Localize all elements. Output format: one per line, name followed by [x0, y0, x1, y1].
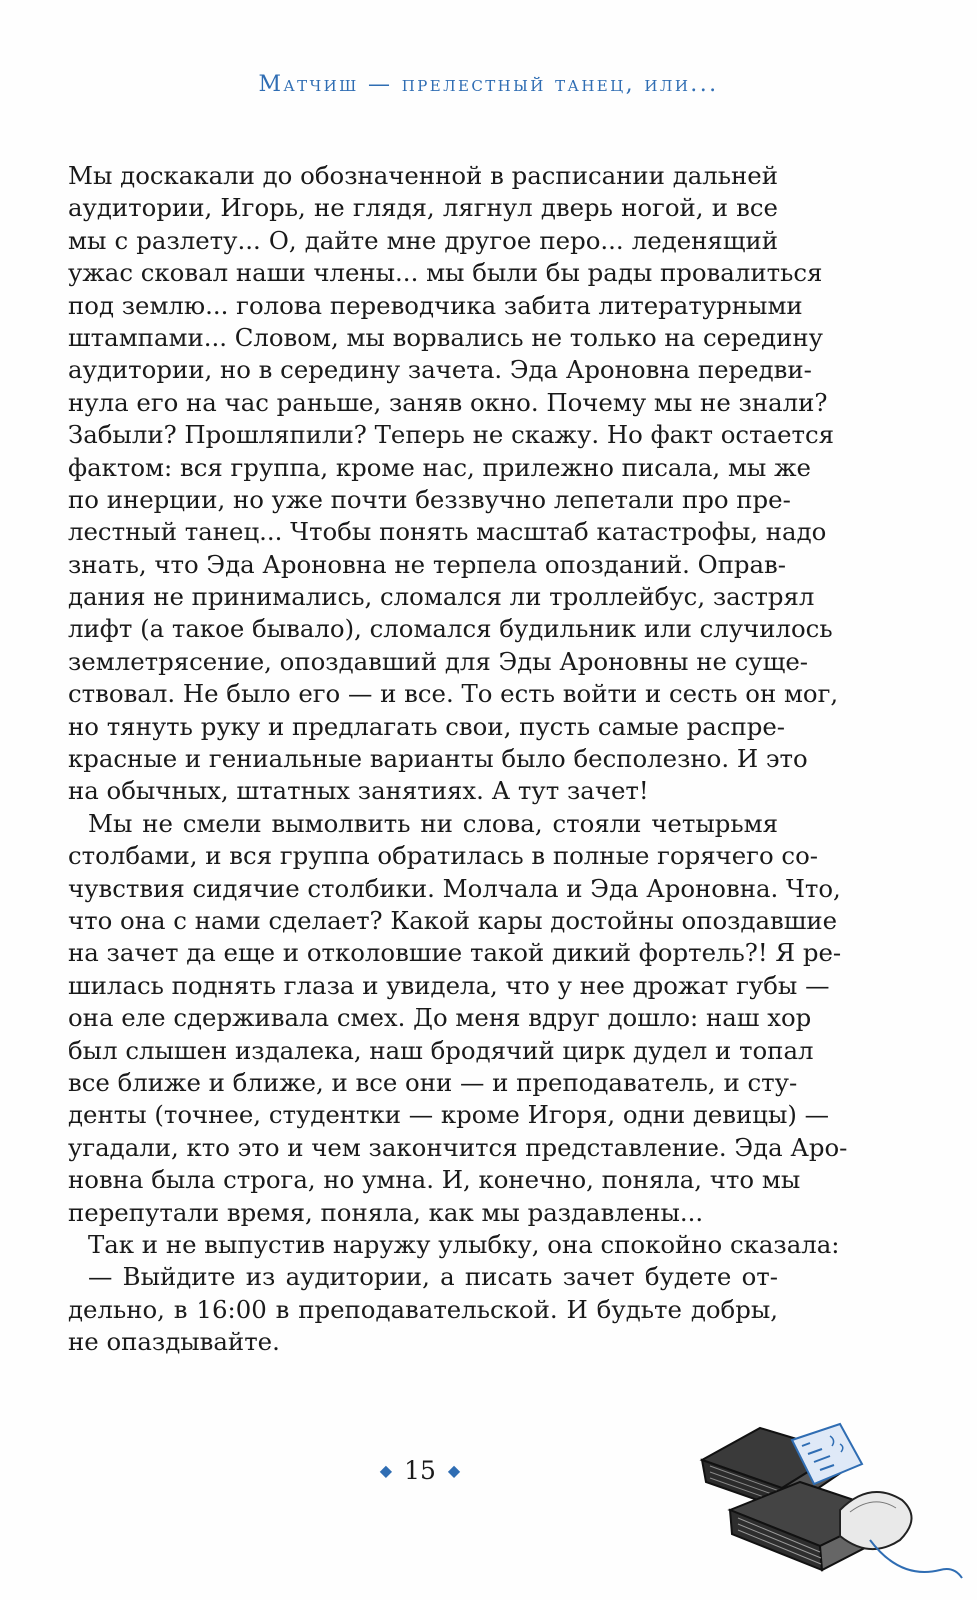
text-line: новна была строга, но умна. И, конечно, поняла, что мы	[68, 1165, 801, 1195]
text-line: под землю... голова переводчика забита литературными	[68, 290, 803, 320]
text-line: мы с разлету... О, дайте мне другое перо... леденящий	[68, 225, 778, 255]
text-line: дельно, в 16:00 в преподавательской. И будьте добры,	[68, 1294, 778, 1324]
text-line: аудитории, Игорь, не глядя, лягнул дверь ногой, и все	[68, 193, 778, 223]
ornament-right-icon: ◆	[447, 1461, 461, 1480]
text-line: что она с нами сделает? Какой кары достойны опоздавшие	[68, 905, 838, 935]
text-line: ствовал. Не было его — и все. То есть войти и сесть он мог,	[68, 679, 839, 709]
page-number: 15	[404, 1456, 436, 1485]
text-line: был слышен издалека, наш бродячий цирк дудел и топал	[68, 1035, 814, 1065]
text-line: аудитории, но в середину зачета. Эда Ароновна передви-	[68, 355, 812, 385]
text-line: красные и гениальные варианты было бесполезно. И это	[68, 744, 808, 774]
text-line: она еле сдерживала смех. До меня вдруг дошло: наш хор	[68, 1003, 812, 1033]
body-text	[68, 160, 848, 1358]
text-line: денты (точнее, студентки — кроме Игоря, одни девицы) —	[68, 1100, 830, 1130]
text-line: ужас сковал наши члены... мы были бы рады провалиться	[68, 258, 823, 288]
running-title: Матчиш — прелестный танец, или...	[258, 72, 719, 97]
text-line: столбами, и вся группа обратилась в полные горячего со-	[68, 841, 818, 871]
books-and-note-icon	[690, 1400, 970, 1590]
text-line: угадали, кто это и чем закончится представление. Эда Аро-	[68, 1132, 848, 1162]
text-line: штампами... Словом, мы ворвались не только на середину	[68, 322, 823, 352]
text-line: лестный танец... Чтобы понять масштаб катастрофы, надо	[68, 517, 827, 547]
text-line: чувствия сидячие столбики. Молчала и Эда Ароновна. Что,	[68, 873, 841, 903]
text-line: фактом: вся группа, кроме нас, прилежно писала, мы же	[68, 452, 811, 482]
text-line: Так и не выпустив наружу улыбку, она спокойно сказала:	[88, 1229, 840, 1259]
text-line: дания не принимались, сломался ли троллейбус, застрял	[68, 582, 815, 612]
text-line: Забыли? Прошляпили? Теперь не скажу. Но факт остается	[68, 420, 835, 450]
text-line: не опаздывайте.	[68, 1327, 280, 1357]
text-line: на обычных, штатных занятиях. А тут зачет!	[68, 776, 649, 806]
text-line: лифт (а такое бывало), сломался будильник или случилось	[68, 614, 833, 644]
text-line: знать, что Эда Ароновна не терпела опозданий. Оправ-	[68, 549, 787, 579]
text-line: перепутали время, поняла, как мы раздавлены...	[68, 1197, 704, 1227]
ornament-left-icon: ◆	[379, 1461, 393, 1480]
text-line: нула его на час раньше, заняв окно. Почему мы не знали?	[68, 387, 828, 417]
text-line: по инерции, но уже почти беззвучно лепетали про пре-	[68, 484, 791, 514]
text-line: все ближе и ближе, и все они — и преподаватель, и сту-	[68, 1067, 798, 1097]
text-line: на зачет да еще и отколовшие такой дикий фортель?! Я ре-	[68, 938, 842, 968]
pouch-icon	[840, 1492, 912, 1549]
text-line: землетрясение, опоздавший для Эды Ароновны не суще-	[68, 646, 809, 676]
text-line: — Выйдите из аудитории, а писать зачет будете от-	[88, 1262, 778, 1292]
text-line: Мы не смели вымолвить ни слова, стояли четырьмя	[88, 808, 778, 838]
text-line: Мы доскакали до обозначенной в расписании дальней	[68, 161, 778, 190]
text-line: но тянуть руку и предлагать свои, пусть самые распре-	[68, 711, 785, 741]
text-line: шилась поднять глаза и увидела, что у нее дрожат губы —	[68, 970, 830, 1000]
